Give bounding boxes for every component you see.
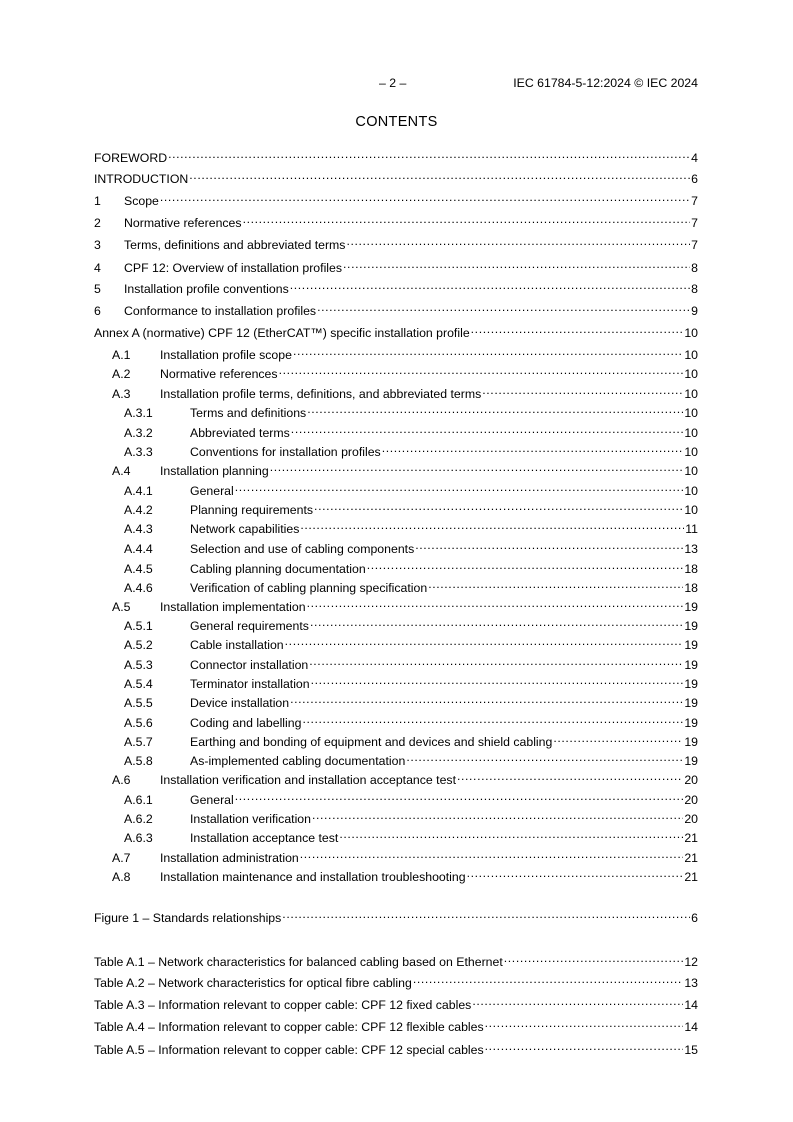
toc-entry-page: 4 [691, 151, 698, 165]
toc-dot-leader [285, 633, 684, 649]
toc-entry[interactable] [124, 788, 698, 807]
toc-entry-number: A.1 [112, 348, 131, 362]
toc-entry[interactable] [112, 382, 698, 401]
toc-entry[interactable] [94, 211, 698, 230]
toc-dot-leader [290, 691, 683, 707]
toc-entry-page: 7 [691, 216, 698, 230]
toc-entry-label: Conformance to installation profiles [124, 304, 317, 318]
toc-entry-page: 10 [684, 326, 698, 340]
toc-entry[interactable] [94, 971, 698, 990]
toc-entry[interactable] [124, 826, 698, 845]
toc-entry-label: Cable installation [190, 638, 284, 652]
toc-entry-label: General requirements [190, 619, 309, 633]
toc-entry-number: A.4 [112, 464, 131, 478]
toc-entry-label: Cabling planning documentation [190, 562, 366, 576]
toc-entry-page: 10 [684, 348, 698, 362]
toc-entry-number: A.5.5 [124, 696, 153, 710]
toc-entry[interactable] [94, 256, 698, 275]
toc-entry-page: 10 [684, 387, 698, 401]
toc-entry[interactable] [94, 299, 698, 318]
toc-entry-label: Device installation [190, 696, 290, 710]
toc-entry-number: 3 [94, 238, 101, 252]
toc-dot-leader [300, 846, 684, 862]
toc-entry[interactable] [94, 906, 698, 925]
toc-entry-label: Earthing and bonding of equipment and devices and shield cabling [190, 735, 553, 749]
toc-entry-number: 4 [94, 261, 101, 275]
toc-entry-number: A.5.8 [124, 754, 153, 768]
toc-entry-page: 19 [684, 658, 698, 672]
toc-entry-number: A.5.1 [124, 619, 153, 633]
toc-entry-number: A.5.4 [124, 677, 153, 691]
toc-entry-page: 7 [691, 194, 698, 208]
toc-entry-label: Table A.1 – Network characteristics for balanced cabling based on Ethernet [94, 955, 503, 969]
toc-entry-label: FOREWORD [94, 151, 168, 165]
toc-dot-leader [282, 906, 690, 922]
toc-entry-label: Normative references [124, 216, 242, 230]
toc-entry-number: 2 [94, 216, 101, 230]
toc-entry-number: A.4.1 [124, 484, 153, 498]
toc-entry[interactable] [124, 517, 698, 536]
toc-dot-leader [415, 537, 683, 553]
toc-entry-page: 8 [691, 261, 698, 275]
toc-entry[interactable] [94, 321, 698, 340]
toc-dot-leader [307, 595, 684, 611]
toc-dot-leader [382, 440, 684, 456]
toc-entry-number: A.4.2 [124, 503, 153, 517]
toc-entry-page: 21 [684, 870, 698, 884]
toc-entry[interactable] [94, 950, 698, 969]
toc-entry-label: Table A.2 – Network characteristics for optical fibre cabling [94, 976, 412, 990]
toc-entry-label: Network capabilities [190, 522, 300, 536]
toc-entry-label: Terminator installation [190, 677, 310, 691]
toc-entry-page: 12 [684, 955, 698, 969]
toc-entry-label: Table A.4 – Information relevant to copper cable: CPF 12 flexible cables [94, 1020, 484, 1034]
toc-entry[interactable] [94, 189, 698, 208]
toc-entry-number: A.7 [112, 851, 131, 865]
toc-entry-label: Installation profile scope [160, 348, 292, 362]
toc-entry-label: Terms, definitions and abbreviated terms [124, 238, 346, 252]
toc-entry-number: A.6.2 [124, 812, 153, 826]
toc-entry[interactable] [124, 633, 698, 652]
toc-entry-page: 8 [691, 282, 698, 296]
toc-dot-leader [343, 256, 690, 272]
toc-entry-number: A.6.3 [124, 831, 153, 845]
toc-entry-label: Terms and definitions [190, 406, 307, 420]
toc-entry[interactable] [124, 440, 698, 459]
toc-dot-leader [235, 788, 684, 804]
toc-entry-number: A.5.3 [124, 658, 153, 672]
toc-entry-page: 10 [684, 426, 698, 440]
toc-entry-page: 7 [691, 238, 698, 252]
toc-entry-number: A.5.6 [124, 716, 153, 730]
toc-entry-page: 14 [684, 1020, 698, 1034]
toc-entry[interactable] [94, 233, 698, 252]
toc-entry-page: 11 [685, 522, 698, 536]
toc-entry-page: 21 [684, 831, 698, 845]
toc-entry-number: A.4.5 [124, 562, 153, 576]
toc-entry-label: Annex A (normative) CPF 12 (EtherCAT™) specific installation profile [94, 326, 470, 340]
toc-entry-number: A.3.2 [124, 426, 153, 440]
toc-entry-label: Installation profile terms, definitions, and abbreviated terms [160, 387, 482, 401]
toc-entry[interactable] [124, 401, 698, 420]
toc-entry[interactable] [124, 691, 698, 710]
toc-entry[interactable] [112, 459, 698, 478]
toc-dot-leader [485, 1015, 684, 1031]
toc-dot-leader [309, 653, 683, 669]
toc-entry[interactable] [112, 768, 698, 787]
toc-entry-label: CPF 12: Overview of installation profiles [124, 261, 343, 275]
toc-dot-leader [504, 950, 684, 966]
toc-entry-page: 18 [684, 581, 698, 595]
toc-entry-label: Installation administration [160, 851, 299, 865]
toc-entry-page: 19 [684, 716, 698, 730]
toc-entry-number: 1 [94, 194, 101, 208]
toc-entry[interactable] [124, 421, 698, 440]
toc-dot-leader [428, 576, 683, 592]
toc-entry[interactable] [112, 343, 698, 362]
toc-entry-page: 21 [684, 851, 698, 865]
toc-dot-leader [310, 614, 683, 630]
toc-entry-label: Abbreviated terms [190, 426, 290, 440]
toc-dot-leader [160, 189, 690, 205]
toc-entry-page: 13 [684, 542, 698, 556]
toc-entry-label: Figure 1 – Standards relationships [94, 911, 282, 925]
toc-entry[interactable] [124, 807, 698, 826]
toc-entry[interactable] [112, 846, 698, 865]
toc-entry-page: 10 [684, 464, 698, 478]
toc-entry[interactable] [124, 479, 698, 498]
toc-entry[interactable] [124, 498, 698, 517]
toc-entry-page: 18 [684, 562, 698, 576]
toc-entry[interactable] [124, 672, 698, 691]
toc-entry-label: Installation planning [160, 464, 269, 478]
page-number: – 2 – [379, 76, 407, 90]
toc-entry-page: 19 [684, 754, 698, 768]
toc-dot-leader [346, 233, 690, 249]
toc-entry-label: Verification of cabling planning specification [190, 581, 428, 595]
toc-entry-label: As-implemented cabling documentation [190, 754, 406, 768]
toc-dot-leader [307, 401, 683, 417]
toc-entry-label: Coding and labelling [190, 716, 302, 730]
toc-entry-number: A.6 [112, 773, 131, 787]
toc-entry-number: A.8 [112, 870, 131, 884]
toc-dot-leader [270, 459, 684, 475]
toc-dot-leader [312, 807, 683, 823]
toc-dot-leader [413, 971, 683, 987]
toc-dot-leader [290, 277, 690, 293]
toc-entry-label: Table A.3 – Information relevant to copper cable: CPF 12 fixed cables [94, 998, 472, 1012]
toc-entry-number: 5 [94, 282, 101, 296]
toc-entry-label: General [190, 484, 234, 498]
toc-entry-number: A.3 [112, 387, 131, 401]
toc-entry-page: 10 [684, 367, 698, 381]
toc-dot-leader [482, 382, 683, 398]
toc-entry[interactable] [124, 730, 698, 749]
toc-dot-leader [485, 1038, 684, 1054]
contents-title: CONTENTS [355, 114, 438, 130]
toc-entry-page: 10 [684, 503, 698, 517]
toc-entry[interactable] [112, 595, 698, 614]
toc-entry-number: A.6.1 [124, 793, 153, 807]
toc-entry[interactable] [124, 653, 698, 672]
document-identifier: IEC 61784-5-12:2024 © IEC 2024 [513, 76, 698, 90]
toc-dot-leader [243, 211, 691, 227]
toc-entry-label: Installation implementation [160, 600, 306, 614]
toc-entry-page: 19 [684, 677, 698, 691]
toc-entry-page: 19 [684, 696, 698, 710]
toc-entry-page: 9 [691, 304, 698, 318]
toc-entry-page: 20 [684, 773, 698, 787]
toc-entry[interactable] [94, 146, 698, 165]
toc-dot-leader [302, 711, 683, 727]
toc-dot-leader [467, 865, 684, 881]
toc-entry-label: Installation maintenance and installation troubleshooting [160, 870, 466, 884]
toc-entry-number: A.5.2 [124, 638, 153, 652]
toc-entry-number: A.5.7 [124, 735, 153, 749]
toc-dot-leader [279, 362, 684, 378]
toc-dot-leader [471, 321, 684, 337]
toc-entry-label: Conventions for installation profiles [190, 445, 381, 459]
toc-entry-label: Planning requirements [190, 503, 314, 517]
toc-entry[interactable] [94, 1015, 698, 1034]
toc-dot-leader [367, 557, 684, 573]
toc-entry[interactable] [94, 1038, 698, 1057]
toc-entry-page: 10 [684, 484, 698, 498]
toc-entry-number: A.5 [112, 600, 131, 614]
toc-entry-page: 10 [684, 406, 698, 420]
toc-entry-label: INTRODUCTION [94, 172, 189, 186]
toc-entry-page: 20 [684, 793, 698, 807]
toc-entry-number: A.2 [112, 367, 131, 381]
toc-entry-label: Installation profile conventions [124, 282, 289, 296]
toc-entry-page: 13 [684, 976, 698, 990]
toc-entry-label: Scope [124, 194, 159, 208]
toc-dot-leader [168, 146, 690, 162]
toc-dot-leader [291, 421, 684, 437]
toc-entry-number: A.4.4 [124, 542, 153, 556]
toc-dot-leader [235, 479, 684, 495]
toc-dot-leader [472, 993, 683, 1009]
toc-entry[interactable] [124, 537, 698, 556]
toc-entry[interactable] [124, 711, 698, 730]
toc-entry-page: 6 [691, 172, 698, 186]
toc-entry-number: A.3.1 [124, 406, 153, 420]
toc-entry-page: 20 [684, 812, 698, 826]
toc-dot-leader [339, 826, 683, 842]
toc-entry-number: A.4.3 [124, 522, 153, 536]
toc-entry[interactable] [94, 277, 698, 296]
toc-entry-page: 6 [691, 911, 698, 925]
toc-dot-leader [317, 299, 690, 315]
toc-entry[interactable] [124, 614, 698, 633]
toc-entry[interactable] [124, 749, 698, 768]
toc-entry[interactable] [112, 362, 698, 381]
toc-dot-leader [406, 749, 683, 765]
toc-entry-page: 14 [684, 998, 698, 1012]
toc-entry-number: 6 [94, 304, 101, 318]
toc-entry-label: Selection and use of cabling components [190, 542, 415, 556]
toc-entry-label: Normative references [160, 367, 278, 381]
toc-entry[interactable] [124, 557, 698, 576]
toc-dot-leader [314, 498, 683, 514]
toc-entry[interactable] [94, 993, 698, 1012]
toc-entry[interactable] [112, 865, 698, 884]
toc-entry-label: Table A.5 – Information relevant to copper cable: CPF 12 special cables [94, 1043, 484, 1057]
toc-entry-number: A.4.6 [124, 581, 153, 595]
toc-entry-label: Connector installation [190, 658, 309, 672]
toc-entry-number: A.3.3 [124, 445, 153, 459]
toc-entry-page: 19 [684, 600, 698, 614]
toc-entry-page: 19 [684, 638, 698, 652]
toc-entry-label: Installation acceptance test [190, 831, 339, 845]
toc-entry-page: 19 [684, 619, 698, 633]
toc-dot-leader [189, 167, 690, 183]
toc-dot-leader [300, 517, 684, 533]
toc-entry[interactable] [124, 576, 698, 595]
toc-dot-leader [457, 768, 683, 784]
toc-dot-leader [293, 343, 683, 359]
toc-entry-label: General [190, 793, 234, 807]
toc-dot-leader [553, 730, 683, 746]
toc-entry-page: 19 [684, 735, 698, 749]
toc-entry-page: 10 [684, 445, 698, 459]
toc-entry-label: Installation verification [190, 812, 311, 826]
toc-entry[interactable] [94, 167, 698, 186]
toc-dot-leader [311, 672, 684, 688]
toc-entry-page: 15 [684, 1043, 698, 1057]
toc-entry-label: Installation verification and installation acceptance test [160, 773, 456, 787]
